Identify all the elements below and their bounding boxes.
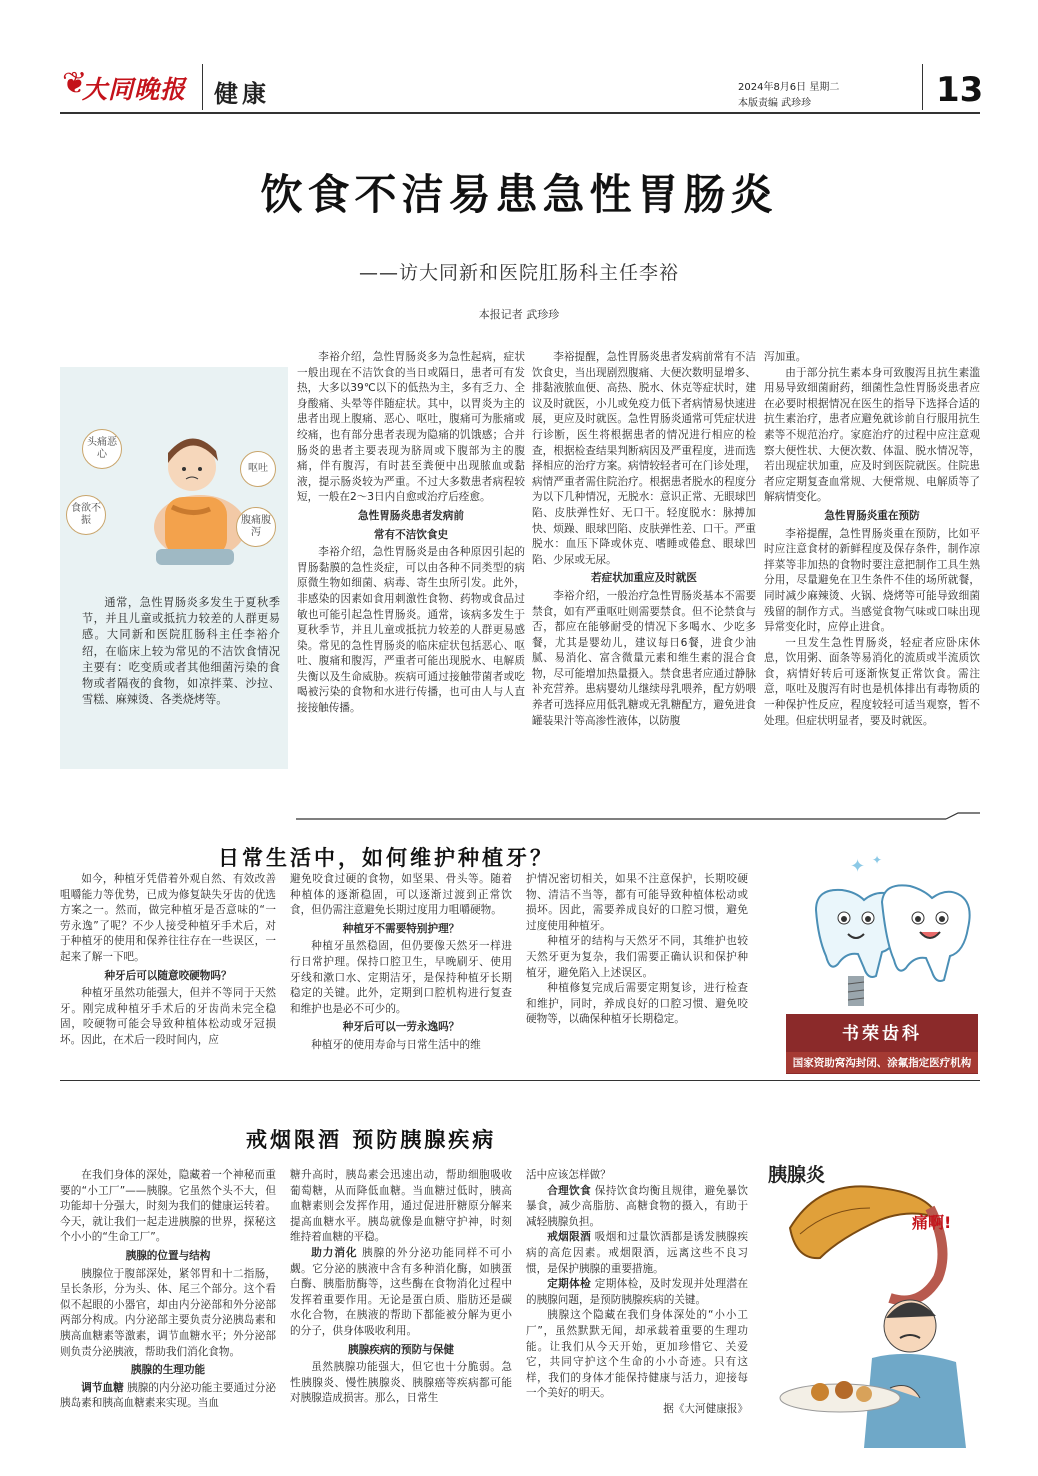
- article1-subtitle: ——访大同新和医院肛肠科主任李裕: [358, 262, 679, 284]
- article2-title: 日常生活中，如何维护种植牙？: [218, 846, 554, 870]
- paragraph: [290, 1246, 512, 1340]
- article1-title: 饮食不洁易患急性胃肠炎: [260, 170, 778, 219]
- illustration-label: 食欲不振: [66, 495, 106, 535]
- article3-column-1: [60, 1168, 276, 1450]
- abdominal-pain-icon: [760, 1148, 980, 1448]
- paragraph: 李裕介绍，急性胃肠炎多为急性起病，症状一般出现在不洁饮食的当日或隔日，患者可有发热，大多以39℃以下的低热为主，多有乏力、全身酸痛、头晕等伴随症状。其中，以胃炎为主的患者出现上腹痛、恶心、呕吐，腹痛可为胀痛或绞痛，也有部分患者表现为隐痛的饥饿感；合并肠炎的患者主要表现为脐周或下腹部为主的腹痛，伴有腹泻，有时甚至粪便中出现脓血或黏液，提示肠炎较为严重。不过大多数患者病程较短，一般在2～3日内自愈或治疗后痊愈。: [297, 351, 525, 504]
- paragraph: 李裕介绍，急性胃肠炎是由各种原因引起的胃肠黏膜的急性炎症，可以由各种不同类型的病原微生物如细菌、病毒、寄生虫所引发。此外，非感染的因素如食用刺激性食物、药物或食品过敏也可能引起急性胃肠炎。通常，该病多发生于夏秋季节，并且儿童或抵抗力较差的人群更易感染。常见的急性胃肠炎的临床症状包括恶心、呕吐、腹痛和腹泻，严重者可能出现脱水、电解质失衡以及生命威胁。疾病可通过接触带菌者或吃喝被污染的食物和水进行传播，也可由人与人直接接触传播。: [297, 546, 525, 715]
- paragraph-text: 吸烟和过量饮酒都是诱发胰腺疾病的高危因素。戒烟限酒，远离这些不良习惯，是保护胰腺的重要措施。: [526, 1231, 748, 1275]
- svg-text:✦: ✦: [850, 856, 866, 877]
- newspaper-logo: [60, 62, 202, 112]
- illustration-label: 呕吐: [240, 451, 276, 487]
- paragraph: 活中应该怎样做？: [526, 1169, 611, 1181]
- article1-bottom-rule: [296, 812, 980, 826]
- section-title: 健康: [214, 80, 270, 108]
- subheading: 急性胃肠炎患者发病前: [358, 509, 464, 522]
- article3-column-2: [290, 1168, 512, 1450]
- paragraph: 种植牙的使用寿命与日常生活中的维: [311, 1038, 481, 1051]
- masthead-divider: [202, 64, 203, 110]
- paragraph: 种植修复完成后需要定期复诊，进行检查和维护，同时，养成良好的口腔习惯、避免咬硬物等，以确保种植牙长期稳定。: [526, 982, 748, 1026]
- paragraph-lead: 合理饮食: [547, 1184, 592, 1197]
- page-number: 13: [936, 70, 984, 110]
- masthead-rule: [60, 112, 980, 114]
- subheading: 种牙后可以一劳永逸吗？: [342, 1021, 460, 1034]
- svg-text:✦: ✦: [872, 853, 883, 867]
- page-editor: 本版责编 武珍珍: [738, 98, 812, 109]
- article2-column-2: [290, 872, 512, 1068]
- subheading: 若症状加重应及时就医: [591, 572, 697, 585]
- article2-column-3: [526, 872, 748, 1068]
- stomach-ache-illustration: [60, 367, 288, 589]
- illustration-label: 痛啊!: [912, 1213, 952, 1232]
- paragraph: 一旦发生急性胃肠炎，轻症者应卧床休息，饮用粥、面条等易消化的流质或半流质饮食，病情好转后可逐渐恢复正常饮食。需注意，呕吐及腹泻有时也是机体排出有毒物质的一种保护性反应，程度较轻可适当观察，暂不处理。但症状明显者，要及时就医。: [764, 636, 980, 727]
- paragraph-text: 定期体检，及时发现并处理潜在的胰腺问题，是预防胰腺疾病的关键。: [526, 1278, 748, 1306]
- illustration-label: 头痛恶心: [82, 429, 122, 469]
- paragraph: [526, 1277, 748, 1308]
- page-number-divider: [922, 64, 923, 110]
- article2-bottom-rule: [60, 1080, 980, 1081]
- article2-column-1: [60, 872, 276, 1068]
- paragraph: 由于部分抗生素本身可致腹泻且抗生素滥用易导致细菌耐药，细菌性急性胃肠炎患者应在必要时根据情况在医生的指导下选择合适的抗生素治疗，患者应避免就诊前自行服用抗生素等不规范治疗。家庭治疗的过程中应注意观察大便性状、大便次数、体温、脱水情况等，若出现症状加重，应及时到医院就医。住院患者应定期复查血常规、大便常规、电解质等了解病情变化。: [764, 366, 980, 504]
- paragraph-lead: 戒烟限酒: [547, 1231, 592, 1244]
- paragraph: 泻加重。: [764, 351, 807, 363]
- subheading: 种牙后可以随意咬硬物吗？: [104, 969, 232, 982]
- logo-emblem-icon: ❦: [62, 66, 88, 101]
- paragraph: [526, 1230, 748, 1277]
- paragraph: 李裕提醒，急性胃肠炎重在预防，比如平时应注意食材的新鲜程度及保存条件，制作凉拌菜等非加热的食物时要注意把制作工具生熟分用，尽量避免在卫生条件不佳的场所就餐，同时减少麻辣烫、火锅、烧烤等可能导致细菌残留的制作方式。当感觉食物气味或口味出现异常变化时，应停止进食。: [764, 527, 980, 634]
- article3-title: 戒烟限酒 预防胰腺疾病: [246, 1128, 497, 1152]
- paragraph-text: 胰腺的外分泌功能同样不可小觑。它分泌的胰液中含有多种消化酶，如胰蛋白酶、胰脂肪酶等，这些酶在食物消化过程中发挥着重要作用。无论是蛋白质、脂肪还是碳水化合物，在胰液的帮助下都能被分解为更小的分子，供身体吸收利用。: [290, 1246, 512, 1337]
- logo-text: 大同晚报: [82, 75, 187, 104]
- paragraph-lead: 调节血糖: [81, 1381, 124, 1394]
- paragraph: 种植牙虽然功能强大，但并不等同于天然牙。刚完成种植牙手术后的牙齿尚未完全稳固，咬硬物可能会导致种植体松动或牙冠损坏。因此，在术后一段时间内，应: [60, 987, 276, 1046]
- issue-date: 2024年8月6日 星期二: [738, 82, 840, 93]
- article3-column-3: [526, 1168, 748, 1450]
- subheading: 胰腺疾病的预防与保健: [348, 1343, 454, 1356]
- dental-illustration: [786, 852, 978, 1012]
- paragraph: 在我们身体的深处，隐藏着一个神秘而重要的“小工厂”——胰腺。它虽然个头不大，但功能却十分强大，时刻为我们的健康运转着。今天，就让我们一起走进胰腺的世界，探秘这个小小的“生命工厂”。: [60, 1169, 276, 1244]
- paragraph-text: 胰腺的内分泌功能主要通过分泌胰岛素和胰高血糖素来实现。当血: [60, 1381, 276, 1410]
- subheading: 常有不洁饮食史: [373, 528, 449, 541]
- article1-column-1: [297, 350, 525, 808]
- paragraph-text: 保持饮食均衡且规律，避免暴饮暴食，减少高脂肪、高糖食物的摄入，有助于减轻胰腺负担。: [526, 1184, 748, 1228]
- paragraph: 糖升高时，胰岛素会迅速出动，帮助细胞吸收葡萄糖，从而降低血糖。当血糖过低时，胰高血糖素则会发挥作用，通过促进肝糖原分解来提高血糖水平。胰岛就像是血糖守护神，时刻维持着血糖的平稳。: [290, 1169, 512, 1244]
- subheading: 胰腺的生理功能: [130, 1364, 206, 1377]
- subheading: 种植牙不需要特别护理？: [342, 922, 460, 935]
- source-credit: 据《大河健康报》: [663, 1402, 748, 1415]
- paragraph: 种植牙的结构与天然牙不同，其维护也较天然牙更为复杂，我们需要正确认识和保护种植牙，避免陷入上述误区。: [526, 935, 748, 979]
- paragraph: 李裕介绍，一般治疗急性胃肠炎基本不需要禁食，如有严重呕吐则需要禁食。但不论禁食与否，都应在能够耐受的情况下多喝水、少吃多餐，尤其是婴幼儿，建议每日6餐，进食少油腻、易消化、富含微量元素和维生素的混合食物，尽可能增加热量摄入。禁食患者应通过静脉补充营养。患病婴幼儿继续母乳喂养，配方奶喂养者可选择应用低乳糖或无乳糖配方，避免进食罐装果汁等高渗性液体，以防腹: [532, 589, 756, 727]
- article1-column-2: [532, 350, 756, 808]
- paragraph: 避免咬食过硬的食物，如坚果、骨头等。随着种植体的逐渐稳固，可以逐渐过渡到正常饮食，但仍需注意避免长期过度用力咀嚼硬物。: [290, 873, 512, 917]
- tooth-mascot-icon: [786, 852, 978, 1012]
- clinic-tagline: 国家资助窝沟封闭、涂氟指定医疗机构: [786, 1052, 978, 1073]
- illustration-label: 胰腺炎: [768, 1164, 826, 1186]
- paragraph: 胰腺这个隐藏在我们身体深处的“小小工厂”，虽然默默无闻，却承载着重要的生理功能。让我们从今天开始，更加珍惜它、关爱它，共同守护这个生命的小小奇迹。只有这样，我们的身体才能保持健康与活力，迎接每一个美好的明天。: [526, 1309, 748, 1400]
- article1-column-3: [764, 350, 980, 808]
- sidebar-text: 通常，急性胃肠炎多发生于夏秋季节，并且儿童或抵抗力较差的人群更易感。大同新和医院肛肠科主任李裕介绍，在临床上较为常见的不洁饮食情况主要有：吃变质或者其他细菌污染的食物或者隔夜的食物，如凉拌菜、沙拉、雪糕、麻辣烫、各类烧烤等。: [82, 596, 280, 707]
- paragraph: [526, 1184, 748, 1231]
- illustration-label: 腹痛腹泻: [236, 507, 276, 547]
- subheading: 胰腺的位置与结构: [125, 1249, 211, 1262]
- subheading: 急性胃肠炎重在预防: [824, 509, 920, 522]
- paragraph-lead: 助力消化: [311, 1246, 358, 1259]
- paragraph: 李裕提醒，急性胃肠炎患者发病前常有不洁饮食史，当出现剧烈腹痛、大便次数明显增多、排黏液脓血便、高热、脱水、休克等症状时，建议及时就医，小儿或免疫力低下者病情易快速进展，更应及时就医。急性胃肠炎通常可凭症状进行诊断，医生将根据患者的情况进行相应的检查，根据检查结果判断病因及严重程度，进而选择相应的治疗方案。病情较轻者可在门诊处理，病情严重者需住院治疗。根据患者脱水的程度分为以下几种情况，无脱水：意识正常、无眼球凹陷、皮肤弹性好、无口干。轻度脱水：脉搏加快、烦躁、眼球凹陷、皮肤弹性差、口干。严重脱水：血压下降或休克、嗜睡或倦怠、眼球凹陷、少尿或无尿。: [532, 351, 756, 566]
- paragraph: 如今，种植牙凭借着外观自然、有效改善咀嚼能力等优势，已成为修复缺失牙齿的优选方案之一。然而，做完种植牙是否意味的“一劳永逸”了呢？不少人接受种植牙手术后，对于种植牙的使用和保养往往存在一些误区，一起来了解一下吧。: [60, 873, 276, 963]
- paragraph-lead: 定期体检: [547, 1278, 592, 1291]
- paragraph: [60, 1381, 276, 1412]
- paragraph: 护情况密切相关，如果不注意保护，长期咬硬物、清洁不当等，都有可能导致种植体松动或损坏。因此，需要养成良好的口腔习惯，避免过度使用种植牙。: [526, 873, 748, 932]
- paragraph: 胰腺位于腹部深处，紧邻胃和十二指肠，呈长条形，分为头、体、尾三个部分。这个看似不起眼的小器官，却由内分泌部和外分泌部两部分构成。内分泌部主要负责分泌胰岛素和胰高血糖素等激素，调节血糖水平；外分泌部则负责分泌胰液，帮助我们消化食物。: [60, 1267, 276, 1358]
- pancreatitis-illustration: [760, 1148, 980, 1448]
- article1-sidebar: [60, 589, 288, 769]
- dental-clinic-ad[interactable]: [786, 1014, 978, 1074]
- article1-byline: 本报记者 武珍珍: [478, 308, 560, 321]
- clinic-name: 书荣齿科: [842, 1024, 922, 1044]
- paragraph: 虽然胰腺功能强大，但它也十分脆弱。急性胰腺炎、慢性胰腺炎、胰腺癌等疾病都可能对胰腺造成损害。那么，日常生: [290, 1361, 512, 1405]
- paragraph: 种植牙虽然稳固，但仍要像天然牙一样进行日常护理。保持口腔卫生，早晚刷牙、使用牙线和漱口水、定期洁牙，是保持种植牙长期稳定的关键。此外，定期到口腔机构进行复查和维护也是必不可少的。: [290, 940, 512, 1015]
